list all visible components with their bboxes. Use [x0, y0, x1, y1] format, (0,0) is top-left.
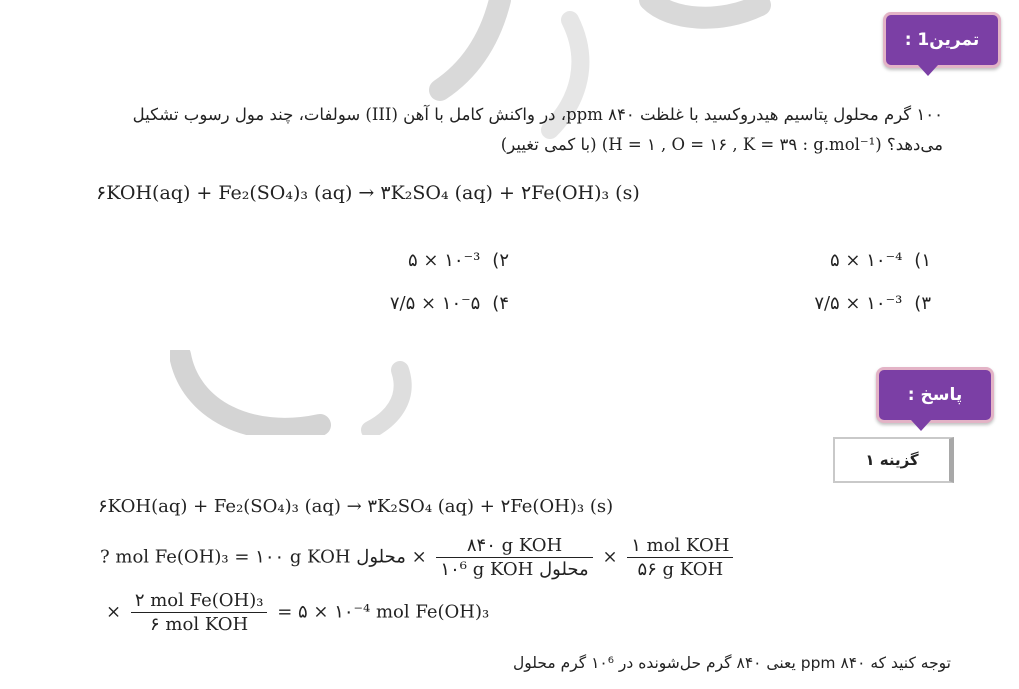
answer-badge-label: پاسخ : — [907, 385, 963, 405]
times-sign: × — [106, 601, 122, 623]
option-number: ۴) — [492, 293, 509, 314]
solution-line-2 — [100, 535, 737, 580]
fraction-denominator: ۱۰⁶ g KOH محلول — [440, 559, 589, 580]
fraction-denominator: ۶ mol KOH — [150, 614, 249, 635]
question-line-1: ۱۰۰ گرم محلول پتاسیم هیدروکسید با غلظت ۸۴۰ ppm، در واکنش کامل با آهن (III) سولفات، چند مول رسوب تشکیل — [132, 105, 943, 124]
option-value: ۵ × ۱۰⁻⁴ — [830, 250, 903, 271]
option-value: ۵ × ۱۰⁻³ — [408, 250, 481, 271]
option-1 — [830, 250, 931, 271]
question-line-2: می‌دهد؟ (H = ۱ , O = ۱۶ , K = ۳۹ : g.mol⁻¹) (با کمی تغییر) — [500, 135, 943, 154]
exercise-badge — [883, 12, 1001, 68]
option-value: ۷/۵ × ۱۰⁻³ — [814, 293, 903, 314]
option-2 — [408, 250, 509, 271]
solution-note: توجه کنید که ۸۴۰ ppm یعنی ۸۴۰ گرم حل‌شونده در ۱۰⁶ گرم محلول — [513, 654, 951, 672]
solution-lhs: ? mol Fe(OH)₃ = ۱۰۰ g KOH محلول × — [100, 546, 427, 568]
option-4 — [390, 293, 509, 314]
option-number: ۳) — [914, 293, 931, 314]
badge-tail — [918, 65, 938, 76]
answer-choice-box — [833, 437, 954, 483]
fraction-numerator: ۲ mol Fe(OH)₃ — [131, 590, 268, 613]
fraction-ppm — [436, 535, 592, 580]
option-3 — [814, 293, 931, 314]
fraction-mole-ratio — [131, 590, 268, 635]
answer-badge — [876, 367, 994, 423]
fraction-molar-mass — [627, 535, 733, 580]
fraction-numerator: ۸۴۰ g KOH — [436, 535, 592, 558]
fraction-denominator: ۵۶ g KOH — [637, 559, 724, 580]
solution-equation: ۶KOH(aq) + Fe₂(SO₄)₃ (aq) → ۳K₂SO₄ (aq) + ۲Fe(OH)₃ (s) — [98, 496, 614, 517]
badge-tail — [911, 420, 931, 431]
reaction-equation: ۶KOH(aq) + Fe₂(SO₄)₃ (aq) → ۳K₂SO₄ (aq) + ۲Fe(OH)₃ (s) — [96, 182, 640, 204]
watermark-mid — [170, 350, 430, 435]
fraction-numerator: ۱ mol KOH — [627, 535, 733, 558]
answer-choice-label: گزینه ۱ — [865, 451, 919, 469]
solution-line-3 — [106, 590, 489, 635]
option-value: ۷/۵ × ۱۰⁻۵ — [389, 293, 481, 314]
times-sign: × — [602, 546, 618, 568]
solution-result: = ۵ × ۱۰⁻⁴ mol Fe(OH)₃ — [277, 601, 490, 623]
option-number: ۱) — [914, 250, 931, 271]
exercise-badge-label: تمرین1 : — [904, 30, 980, 50]
option-number: ۲) — [492, 250, 509, 271]
